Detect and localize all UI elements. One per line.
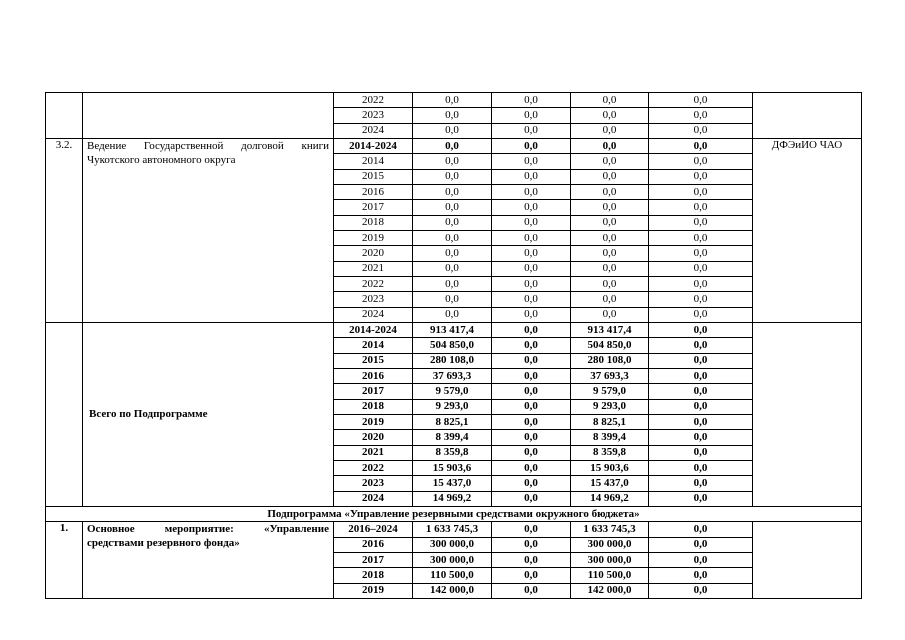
other-sources-cell: 0,0 bbox=[649, 460, 753, 475]
other-sources-cell: 0,0 bbox=[649, 261, 753, 276]
total-cell: 14 969,2 bbox=[413, 491, 492, 506]
federal-budget-cell: 0,0 bbox=[492, 552, 571, 567]
total-cell: 8 359,8 bbox=[413, 445, 492, 460]
federal-budget-cell: 0,0 bbox=[492, 93, 571, 108]
total-cell: 0,0 bbox=[413, 154, 492, 169]
district-budget-cell: 0,0 bbox=[571, 184, 649, 199]
federal-budget-cell: 0,0 bbox=[492, 583, 571, 598]
district-budget-cell: 8 399,4 bbox=[571, 430, 649, 445]
district-budget-cell: 280 108,0 bbox=[571, 353, 649, 368]
federal-budget-cell: 0,0 bbox=[492, 353, 571, 368]
item-number: 1. bbox=[46, 522, 83, 599]
total-cell: 0,0 bbox=[413, 184, 492, 199]
federal-budget-cell: 0,0 bbox=[492, 445, 571, 460]
federal-budget-cell: 0,0 bbox=[492, 138, 571, 153]
federal-budget-cell: 0,0 bbox=[492, 246, 571, 261]
other-sources-cell: 0,0 bbox=[649, 138, 753, 153]
table-row bbox=[46, 138, 862, 153]
federal-budget-cell: 0,0 bbox=[492, 537, 571, 552]
federal-budget-cell: 0,0 bbox=[492, 491, 571, 506]
federal-budget-cell: 0,0 bbox=[492, 108, 571, 123]
other-sources-cell: 0,0 bbox=[649, 200, 753, 215]
year-cell: 2017 bbox=[334, 200, 413, 215]
total-cell: 0,0 bbox=[413, 246, 492, 261]
other-sources-cell: 0,0 bbox=[649, 322, 753, 337]
other-sources-cell: 0,0 bbox=[649, 169, 753, 184]
district-budget-cell: 0,0 bbox=[571, 246, 649, 261]
district-budget-cell: 142 000,0 bbox=[571, 583, 649, 598]
total-cell: 0,0 bbox=[413, 230, 492, 245]
total-cell: 0,0 bbox=[413, 93, 492, 108]
district-budget-cell: 37 693,3 bbox=[571, 368, 649, 383]
year-cell: 2020 bbox=[334, 430, 413, 445]
total-cell: 0,0 bbox=[413, 276, 492, 291]
federal-budget-cell: 0,0 bbox=[492, 368, 571, 383]
year-cell: 2015 bbox=[334, 353, 413, 368]
federal-budget-cell: 0,0 bbox=[492, 322, 571, 337]
total-cell: 110 500,0 bbox=[413, 568, 492, 583]
subprogram-title: Подпрограмма «Управление резервными средствами окружного бюджета» bbox=[46, 506, 862, 521]
subprogram-header-row bbox=[46, 506, 862, 521]
other-sources-cell: 0,0 bbox=[649, 230, 753, 245]
year-cell: 2018 bbox=[334, 215, 413, 230]
year-cell: 2024 bbox=[334, 123, 413, 138]
other-sources-cell: 0,0 bbox=[649, 184, 753, 199]
total-cell: 504 850,0 bbox=[413, 338, 492, 353]
total-cell: 0,0 bbox=[413, 215, 492, 230]
other-sources-cell: 0,0 bbox=[649, 338, 753, 353]
year-cell: 2021 bbox=[334, 261, 413, 276]
district-budget-cell: 300 000,0 bbox=[571, 537, 649, 552]
year-cell: 2017 bbox=[334, 552, 413, 567]
federal-budget-cell: 0,0 bbox=[492, 414, 571, 429]
item-number bbox=[46, 93, 83, 139]
federal-budget-cell: 0,0 bbox=[492, 230, 571, 245]
district-budget-cell: 0,0 bbox=[571, 215, 649, 230]
year-cell: 2016 bbox=[334, 537, 413, 552]
year-cell: 2015 bbox=[334, 169, 413, 184]
district-budget-cell: 0,0 bbox=[571, 108, 649, 123]
total-cell: 300 000,0 bbox=[413, 537, 492, 552]
total-cell: 142 000,0 bbox=[413, 583, 492, 598]
other-sources-cell: 0,0 bbox=[649, 430, 753, 445]
total-cell: 9 293,0 bbox=[413, 399, 492, 414]
executor-cell bbox=[753, 93, 862, 139]
item-name: Основное мероприятие: «Управление средствами резервного фонда» bbox=[83, 522, 334, 599]
executor-cell bbox=[753, 322, 862, 506]
other-sources-cell: 0,0 bbox=[649, 414, 753, 429]
item-name: Всего по Подпрограмме bbox=[83, 322, 334, 506]
year-cell: 2014-2024 bbox=[334, 138, 413, 153]
total-cell: 0,0 bbox=[413, 292, 492, 307]
total-cell: 300 000,0 bbox=[413, 552, 492, 567]
district-budget-cell: 8 359,8 bbox=[571, 445, 649, 460]
other-sources-cell: 0,0 bbox=[649, 93, 753, 108]
table-row bbox=[46, 93, 862, 108]
total-cell: 9 579,0 bbox=[413, 384, 492, 399]
district-budget-cell: 1 633 745,3 bbox=[571, 522, 649, 537]
total-cell: 8 825,1 bbox=[413, 414, 492, 429]
district-budget-cell: 0,0 bbox=[571, 292, 649, 307]
federal-budget-cell: 0,0 bbox=[492, 384, 571, 399]
other-sources-cell: 0,0 bbox=[649, 215, 753, 230]
federal-budget-cell: 0,0 bbox=[492, 169, 571, 184]
total-cell: 0,0 bbox=[413, 108, 492, 123]
total-cell: 37 693,3 bbox=[413, 368, 492, 383]
district-budget-cell: 0,0 bbox=[571, 230, 649, 245]
year-cell: 2022 bbox=[334, 276, 413, 291]
district-budget-cell: 0,0 bbox=[571, 261, 649, 276]
federal-budget-cell: 0,0 bbox=[492, 338, 571, 353]
total-cell: 0,0 bbox=[413, 261, 492, 276]
district-budget-cell: 14 969,2 bbox=[571, 491, 649, 506]
federal-budget-cell: 0,0 bbox=[492, 154, 571, 169]
district-budget-cell: 0,0 bbox=[571, 169, 649, 184]
other-sources-cell: 0,0 bbox=[649, 522, 753, 537]
district-budget-cell: 0,0 bbox=[571, 154, 649, 169]
year-cell: 2018 bbox=[334, 399, 413, 414]
other-sources-cell: 0,0 bbox=[649, 307, 753, 322]
other-sources-cell: 0,0 bbox=[649, 552, 753, 567]
table-row bbox=[46, 522, 862, 537]
other-sources-cell: 0,0 bbox=[649, 154, 753, 169]
year-cell: 2019 bbox=[334, 230, 413, 245]
item-name bbox=[83, 93, 334, 139]
district-budget-cell: 0,0 bbox=[571, 307, 649, 322]
district-budget-cell: 913 417,4 bbox=[571, 322, 649, 337]
year-cell: 2014-2024 bbox=[334, 322, 413, 337]
year-cell: 2020 bbox=[334, 246, 413, 261]
year-cell: 2024 bbox=[334, 307, 413, 322]
total-cell: 0,0 bbox=[413, 307, 492, 322]
year-cell: 2016–2024 bbox=[334, 522, 413, 537]
year-cell: 2014 bbox=[334, 154, 413, 169]
federal-budget-cell: 0,0 bbox=[492, 568, 571, 583]
federal-budget-cell: 0,0 bbox=[492, 215, 571, 230]
other-sources-cell: 0,0 bbox=[649, 491, 753, 506]
district-budget-cell: 504 850,0 bbox=[571, 338, 649, 353]
federal-budget-cell: 0,0 bbox=[492, 522, 571, 537]
other-sources-cell: 0,0 bbox=[649, 292, 753, 307]
federal-budget-cell: 0,0 bbox=[492, 399, 571, 414]
federal-budget-cell: 0,0 bbox=[492, 476, 571, 491]
year-cell: 2017 bbox=[334, 384, 413, 399]
other-sources-cell: 0,0 bbox=[649, 384, 753, 399]
year-cell: 2023 bbox=[334, 476, 413, 491]
year-cell: 2023 bbox=[334, 108, 413, 123]
total-cell: 15 437,0 bbox=[413, 476, 492, 491]
federal-budget-cell: 0,0 bbox=[492, 261, 571, 276]
total-cell: 1 633 745,3 bbox=[413, 522, 492, 537]
total-cell: 913 417,4 bbox=[413, 322, 492, 337]
executor-cell bbox=[753, 522, 862, 599]
federal-budget-cell: 0,0 bbox=[492, 430, 571, 445]
total-cell: 0,0 bbox=[413, 200, 492, 215]
federal-budget-cell: 0,0 bbox=[492, 123, 571, 138]
federal-budget-cell: 0,0 bbox=[492, 276, 571, 291]
executor-cell: ДФЭиИО ЧАО bbox=[753, 138, 862, 322]
district-budget-cell: 0,0 bbox=[571, 138, 649, 153]
district-budget-cell: 9 293,0 bbox=[571, 399, 649, 414]
other-sources-cell: 0,0 bbox=[649, 476, 753, 491]
item-name: Ведение Государственной долговой книги Чукотского автономного округа bbox=[83, 138, 334, 322]
year-cell: 2016 bbox=[334, 184, 413, 199]
item-number: 3.2. bbox=[46, 138, 83, 322]
total-cell: 15 903,6 bbox=[413, 460, 492, 475]
federal-budget-cell: 0,0 bbox=[492, 307, 571, 322]
other-sources-cell: 0,0 bbox=[649, 123, 753, 138]
other-sources-cell: 0,0 bbox=[649, 368, 753, 383]
district-budget-cell: 0,0 bbox=[571, 200, 649, 215]
table-row bbox=[46, 322, 862, 337]
district-budget-cell: 0,0 bbox=[571, 123, 649, 138]
other-sources-cell: 0,0 bbox=[649, 246, 753, 261]
year-cell: 2016 bbox=[334, 368, 413, 383]
total-cell: 280 108,0 bbox=[413, 353, 492, 368]
year-cell: 2014 bbox=[334, 338, 413, 353]
federal-budget-cell: 0,0 bbox=[492, 184, 571, 199]
federal-budget-cell: 0,0 bbox=[492, 292, 571, 307]
total-cell: 0,0 bbox=[413, 123, 492, 138]
other-sources-cell: 0,0 bbox=[649, 568, 753, 583]
year-cell: 2018 bbox=[334, 568, 413, 583]
year-cell: 2023 bbox=[334, 292, 413, 307]
year-cell: 2019 bbox=[334, 583, 413, 598]
other-sources-cell: 0,0 bbox=[649, 108, 753, 123]
district-budget-cell: 9 579,0 bbox=[571, 384, 649, 399]
district-budget-cell: 15 437,0 bbox=[571, 476, 649, 491]
other-sources-cell: 0,0 bbox=[649, 399, 753, 414]
other-sources-cell: 0,0 bbox=[649, 276, 753, 291]
item-number bbox=[46, 322, 83, 506]
budget-table bbox=[45, 92, 862, 599]
other-sources-cell: 0,0 bbox=[649, 583, 753, 598]
year-cell: 2022 bbox=[334, 460, 413, 475]
district-budget-cell: 110 500,0 bbox=[571, 568, 649, 583]
district-budget-cell: 8 825,1 bbox=[571, 414, 649, 429]
other-sources-cell: 0,0 bbox=[649, 353, 753, 368]
total-cell: 0,0 bbox=[413, 169, 492, 184]
total-cell: 0,0 bbox=[413, 138, 492, 153]
year-cell: 2019 bbox=[334, 414, 413, 429]
year-cell: 2024 bbox=[334, 491, 413, 506]
year-cell: 2021 bbox=[334, 445, 413, 460]
year-cell: 2022 bbox=[334, 93, 413, 108]
federal-budget-cell: 0,0 bbox=[492, 200, 571, 215]
district-budget-cell: 300 000,0 bbox=[571, 552, 649, 567]
district-budget-cell: 15 903,6 bbox=[571, 460, 649, 475]
district-budget-cell: 0,0 bbox=[571, 276, 649, 291]
total-cell: 8 399,4 bbox=[413, 430, 492, 445]
federal-budget-cell: 0,0 bbox=[492, 460, 571, 475]
other-sources-cell: 0,0 bbox=[649, 537, 753, 552]
other-sources-cell: 0,0 bbox=[649, 445, 753, 460]
district-budget-cell: 0,0 bbox=[571, 93, 649, 108]
